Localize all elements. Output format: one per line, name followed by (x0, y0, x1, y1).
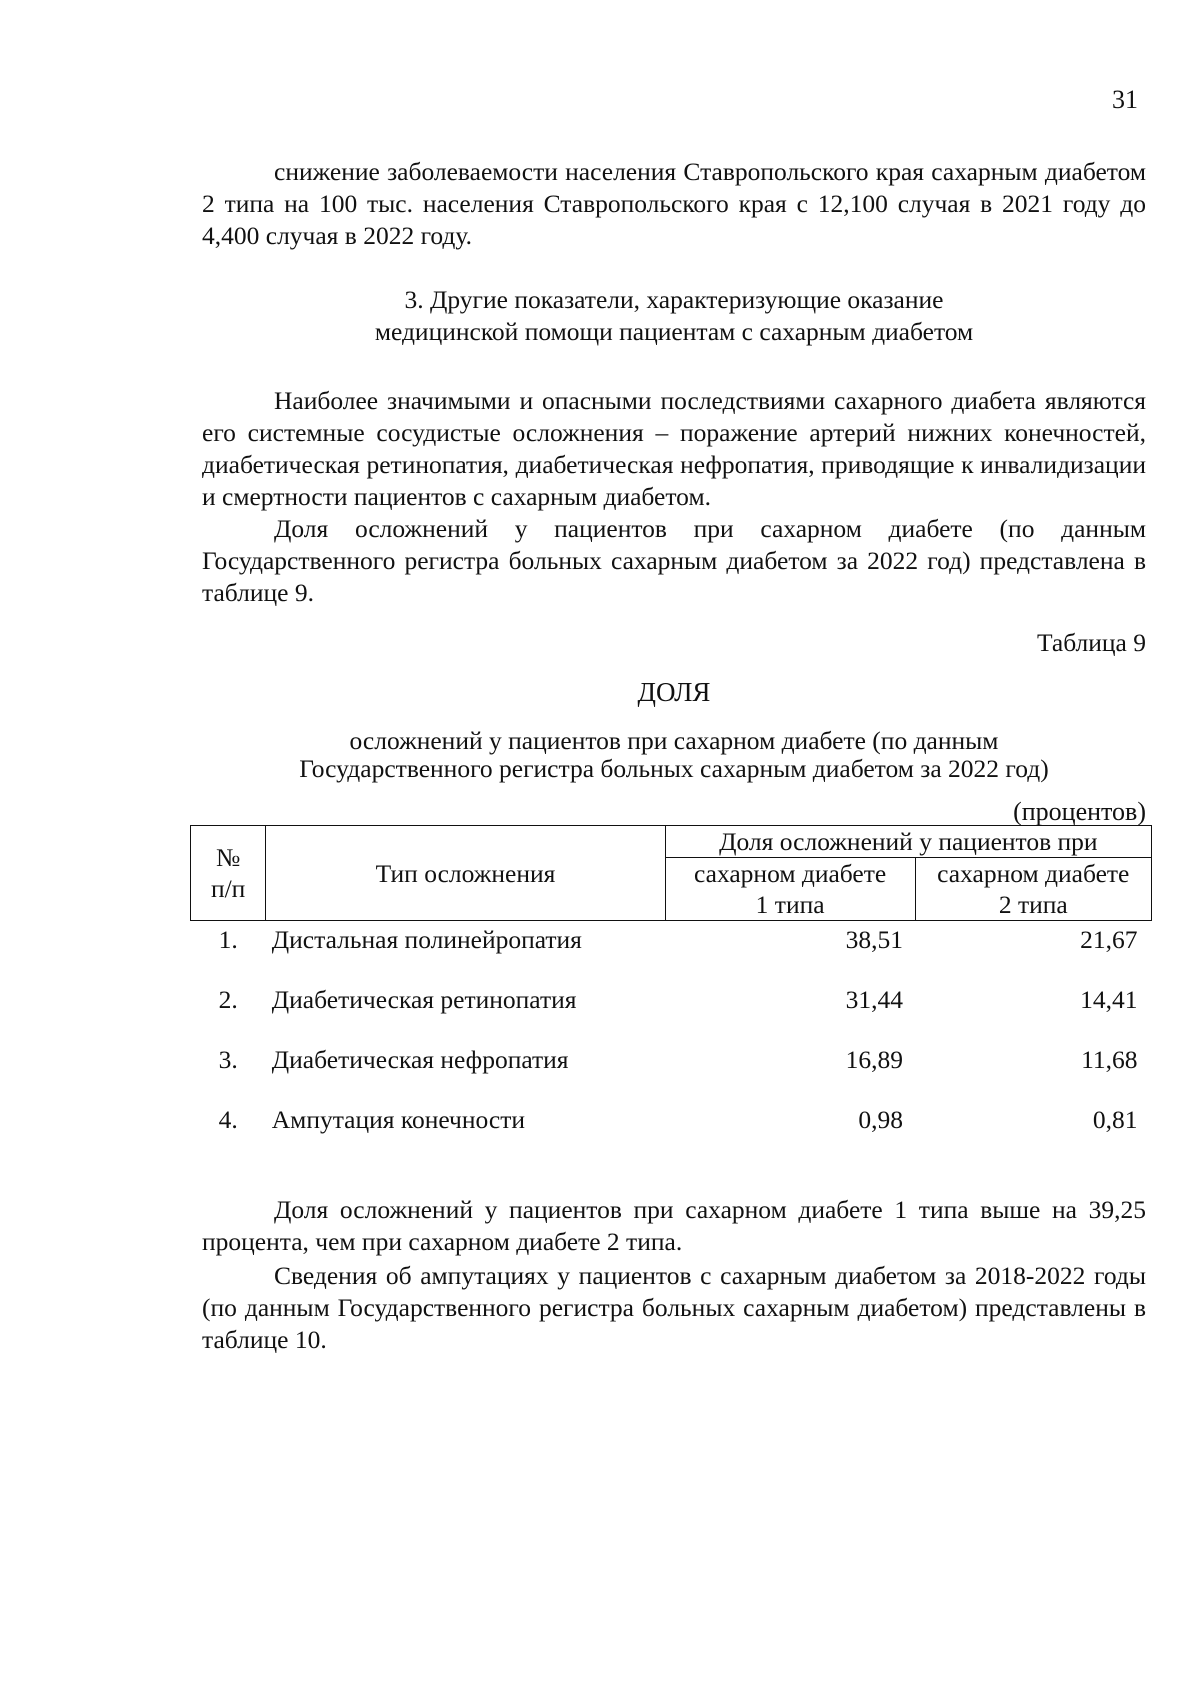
row-type1-value: 16,89 (845, 1045, 904, 1074)
table-header-row (191, 826, 1152, 858)
row-number: 1. (218, 925, 238, 954)
table-label: Таблица 9 (1036, 628, 1146, 657)
section-body-2 (202, 513, 1146, 609)
header-type1-line2: 1 типа (755, 890, 825, 919)
row-type2-value: 21,67 (1080, 925, 1138, 954)
complications-table (190, 825, 1152, 1161)
header-type2-line1: сахарном диабете (937, 859, 1130, 888)
header-number-line2: п/п (210, 874, 246, 903)
after-paragraph-1: Доля осложнений у пациентов при сахарном диабете 1 типа выше на 39,25 процента, чем при сахарном диабете 2 типа. (202, 1195, 1146, 1256)
table-subtitle-line1: осложнений у пациентов при сахарном диабете (по данным (349, 726, 999, 755)
header-type: Тип осложнения (266, 826, 665, 921)
intro-section (202, 156, 1146, 252)
row-type1-value: 31,44 (845, 985, 904, 1014)
row-number: 2. (218, 985, 238, 1014)
row-number: 3. (218, 1045, 238, 1074)
row-type2-value: 11,68 (1081, 1045, 1138, 1074)
row-type1-value: 38,51 (845, 925, 904, 954)
header-number (191, 826, 266, 921)
after-paragraph-2: Сведения об ампутациях у пациентов с сахарным диабетом за 2018-2022 годы (по данным Государственного регистра больных сахарным диабетом) представлены в таблице 10. (202, 1261, 1146, 1354)
table-row (191, 1101, 1152, 1161)
table-title: ДОЛЯ (637, 677, 711, 707)
section-paragraph-2: Доля осложнений у пациентов при сахарном диабете (по данным Государственного регистра больных сахарным диабетом за 2022 год) представлена в таблице 9. (202, 514, 1146, 607)
page-number: 31 (1112, 85, 1138, 114)
table-row (191, 1041, 1152, 1101)
row-number: 4. (218, 1105, 238, 1134)
after-table-section-2 (202, 1260, 1146, 1356)
table-subtitle (202, 727, 1146, 783)
section-heading-line2: медицинской помощи пациентам с сахарным диабетом (374, 317, 974, 346)
row-type: Дистальная полинейропатия (271, 925, 582, 954)
section-body (202, 385, 1146, 513)
header-number-line1: № (215, 843, 241, 872)
section-heading (202, 284, 1146, 348)
row-type: Ампутация конечности (271, 1105, 526, 1134)
header-type2 (915, 858, 1151, 921)
header-group: Доля осложнений у пациентов при (665, 826, 1151, 858)
row-type1-value: 0,98 (858, 1105, 904, 1134)
table-row (191, 981, 1152, 1041)
header-type2-line2: 2 типа (998, 890, 1068, 919)
table-units: (процентов) (1013, 797, 1146, 826)
row-type: Диабетическая ретинопатия (271, 985, 577, 1014)
section-heading-line1: 3. Другие показатели, характеризующие оказание (404, 285, 944, 314)
row-type2-value: 0,81 (1092, 1105, 1138, 1134)
after-table-section (202, 1194, 1146, 1258)
intro-paragraph: снижение заболеваемости населения Ставропольского края сахарным диабетом 2 типа на 100 тыс. населения Ставропольского края с 12,100 случая в 2021 году до 4,400 случая в 2022 году. (202, 157, 1146, 250)
table-subtitle-line2: Государственного регистра больных сахарным диабетом за 2022 год) (299, 754, 1049, 783)
row-type: Диабетическая нефропатия (271, 1045, 569, 1074)
header-type1 (665, 858, 915, 921)
table-row (191, 921, 1152, 982)
header-type1-line1: сахарном диабете (694, 859, 887, 888)
row-type2-value: 14,41 (1080, 985, 1138, 1014)
section-paragraph-1: Наиболее значимыми и опасными последствиями сахарного диабета являются его системные сосудистые осложнения – поражение артерий нижних конечностей, диабетическая ретинопатия, диабетическая нефропатия, приводящие к инвалидизации и смертности пациентов с сахарным диабетом. (202, 386, 1146, 511)
